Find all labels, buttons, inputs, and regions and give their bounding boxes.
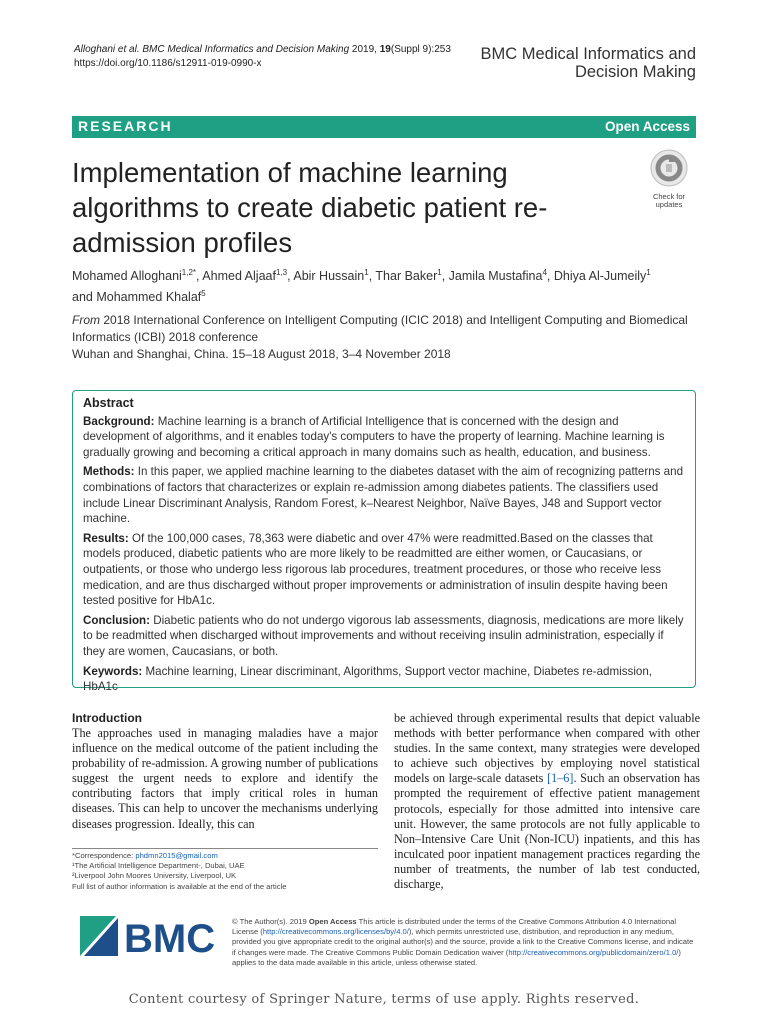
intro-heading: Introduction (72, 711, 142, 725)
author-name[interactable]: Ahmed Aljaaf (202, 269, 276, 284)
intro-right-text (394, 711, 700, 892)
license-url-1[interactable]: http://creativecommons.org/licenses/by/4.0/ (262, 927, 409, 937)
author-list: Mohamed Alloghani$^{1,2*}$, Ahmed Aljaaf$^{1,3}$, Abir Hussain$^1$, Thar Baker$^1$, Jamila Mustafina$^4$, Dhiya Al-Jumeily$^1$ and Mohammed Khalaf$^5$ (72, 268, 651, 305)
article-title: Implementation of machine learning algorithms to create diabetic patient re-admission profiles (72, 157, 548, 258)
abstract-conclusion (83, 613, 685, 660)
journal-name (481, 45, 697, 81)
badge-line1: Check for (652, 192, 686, 201)
conclusion-text: Diabetic patients who do not undergo vigorous lab assessments, diagnosis, medications are more likely to be readmitted when discharged without improvements and without receiving insulin administration, especially if they are women, Caucasians, or both. (83, 613, 684, 658)
citation-authors: Alloghani et al. (74, 44, 140, 55)
author-name[interactable]: Jamila Mustafina (448, 269, 543, 284)
license-text (232, 917, 694, 968)
conclusion-label: Conclusion: (83, 613, 150, 627)
results-label: Results: (83, 531, 129, 545)
badge-line2: updates (655, 200, 683, 209)
intro-right-text-1: be achieved through experimental results that depict valuable methods with better performance when compared with other studies. In the same context, many strategies were developed to achieve such objectives by employing novel statistical models on large-scale datasets (394, 711, 700, 786)
author-affiliation: 1 (646, 268, 651, 277)
conference-info (72, 312, 702, 363)
author-affiliation: 1,3 (275, 268, 288, 277)
authors-and: and (72, 290, 93, 305)
open-access-label: Open Access (604, 119, 690, 134)
check-for-updates-badge[interactable] (642, 148, 696, 209)
bmc-logo (78, 912, 218, 960)
citation-year: 2019, (351, 44, 377, 55)
check-for-updates-icon (649, 148, 689, 188)
research-banner (72, 116, 696, 138)
license-body-3: ) applies to the data made available in this article, unless otherwise stated. (232, 947, 681, 967)
author-affiliation: 1,2* (181, 268, 197, 277)
correspondence-email[interactable]: phdmn2015@gmail.com (135, 851, 218, 860)
intro-right-column (394, 711, 700, 892)
author-name[interactable]: Mohammed Khalaf (96, 290, 202, 305)
license-copyright: © The Author(s). 2019 (232, 917, 307, 926)
abstract-results (83, 531, 685, 609)
results-text: Of the 100,000 cases, 78,363 were diabetic and over 47% were readmitted.Based on the classes that models produced, diabetic patients who are more likely to be readmitted are either women, or Caucasians, or outpatients, or those who undergo less rigorous lab procedures, treatment procedures, or those who receive less medication, and are thus discharged without proper improvements or administration of insulin despite having been tested positive for HbA1c. (83, 531, 668, 608)
license-body-2: ), which permits unrestricted use, distribution, and reproduction in any medium, provided you give appropriate credit to the original author(s) and the source, provide a link to the Creative Commons license, and indicate if changes were made. The Creative Commons Public Domain Dedication waiver ( (232, 927, 694, 957)
courtesy-notice: Content courtesy of Springer Nature, terms of use apply. Rights reserved. (128, 992, 640, 1007)
intro-right-text-2: . Such an observation has prompted the requirement of effective patient management protocols, especially for those admitted into intensive care unit. However, the same protocols are not fully applicable to Non–Intensive Care Unit (Non-ICU) inpatients, and this has inculcated poor inpatient management practices regarding the number of treatments, the number of lab test conducted, discharge, (394, 771, 701, 892)
footnote-divider (72, 848, 378, 849)
keywords-label: Keywords: (83, 664, 143, 678)
citation-volume: 19 (379, 44, 391, 55)
citation-journal: BMC Medical Informatics and Decision Making (142, 44, 350, 55)
intro-left-text: The approaches used in managing maladies have a major influence on the medical outcome of the patient including the probability of re-admission. A growing number of publications suggest the urgent needs to explore and identify the contributing factors that imply critical roles in human diseases. This can help to uncover the mechanisms underlying diseases progression. Ideally, this can (72, 726, 378, 831)
author-name[interactable]: Mohamed Alloghani (72, 269, 182, 284)
bmc-logo-icon (78, 912, 218, 960)
full-list-note: Full list of author information is available at the end of the article (72, 881, 287, 891)
methods-label: Methods: (83, 465, 135, 479)
section-label: RESEARCH (78, 118, 173, 134)
author-affiliation: 4 (542, 268, 547, 277)
correspondence-label: *Correspondence: (72, 851, 134, 860)
author-affiliation: 1 (364, 268, 369, 277)
citation-issue: (Suppl 9):253 (390, 44, 451, 55)
author-affiliation: 5 (201, 289, 206, 299)
author-name[interactable]: Abir Hussain (293, 269, 365, 284)
license-body-1: This article is distributed under the terms of the Creative Commons Attribution 4.0 International License ( (232, 917, 677, 937)
intro-left-column (72, 711, 378, 832)
citation-header (74, 43, 451, 71)
abstract-background (83, 414, 685, 461)
license-open-access: Open Access (308, 917, 357, 926)
conference-text: 2018 International Conference on Intelligent Computing (ICIC 2018) and Intelligent Computing and Biomedical Informatics (ICBI) 2018 conference (72, 313, 688, 344)
conference-location: Wuhan and Shanghai, China. 15–18 August 2018, 3–4 November 2018 (72, 347, 451, 361)
journal-name-line1: BMC Medical Informatics and (480, 45, 696, 63)
logo-text: BMC (124, 917, 216, 960)
author-name[interactable]: Dhiya Al-Jumeily (553, 269, 647, 284)
abstract-box (72, 390, 696, 694)
abstract-keywords (83, 664, 685, 695)
author-name[interactable]: Thar Baker (375, 269, 438, 284)
abstract-methods (83, 464, 685, 526)
footnotes (72, 851, 378, 892)
abstract-heading: Abstract (83, 396, 134, 410)
methods-text: In this paper, we applied machine learning to the diabetes dataset with the aim of recognizing patterns and combinations of factors that characterizes or explain re-admission among diabetes patients. The classifiers used include Linear Discriminant Analysis, Random Forest, k–Nearest Neighbor, Naïve Bayes, J48 and Support vector machine. (83, 465, 684, 526)
author-affiliation: 1 (437, 268, 442, 277)
keywords-text: Machine learning, Linear discriminant, Algorithms, Support vector machine, Diabetes re-admission, HbA1c (83, 664, 653, 694)
affiliation-2: ²Liverpool John Moores University, Liverpool, UK (72, 871, 237, 881)
from-label: From (72, 313, 100, 327)
license-url-2[interactable]: http://creativecommons.org/publicdomain/zero/1.0/ (508, 947, 679, 957)
reference-link[interactable]: [1–6] (547, 771, 574, 786)
journal-name-line2: Decision Making (574, 63, 696, 81)
background-text: Machine learning is a branch of Artificial Intelligence that is concerned with the design and development of algorithms, and it enables today's computers to have the property of learning. Machine learning is gradually growing and becoming a critical approach in many domains such as health, education, and business. (83, 414, 665, 459)
doi-link[interactable]: https://doi.org/10.1186/s12911-019-0990-x (74, 58, 262, 69)
background-label: Background: (83, 414, 155, 428)
affiliation-1: ¹The Artificial Intelligence Department-, Dubai, UAE (72, 861, 245, 871)
